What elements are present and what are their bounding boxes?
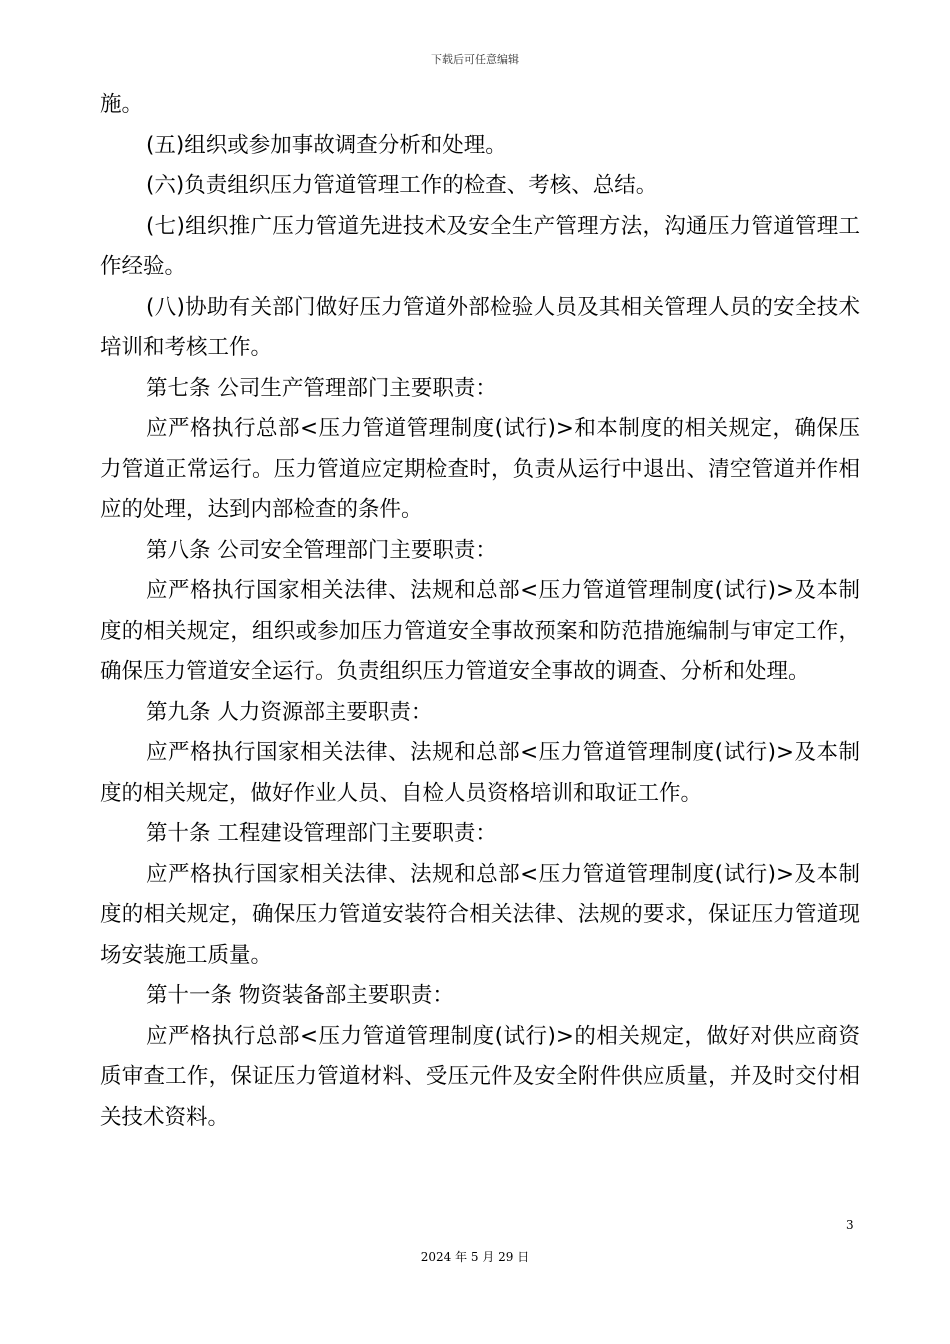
footer-date: 2024 年 5 月 29 日 [420,1250,530,1264]
document-body [100,85,860,1138]
article-7-body: 应严格执行总部<压力管道管理制度(试行)>和本制度的相关规定，确保压力管道正常运行。压力管道应定期检查时，负责从运行中退出、清空管道并作相应的处理，达到内部检查的条件。 [100,416,860,522]
list-item-5: (五)组织或参加事故调查分析和处理。 [146,132,507,158]
article-9-body: 应严格执行国家相关法律、法规和总部<压力管道管理制度(试行)>及本制度的相关规定，做好作业人员、自检人员资格培训和取证工作。 [100,740,860,806]
list-item-7: (七)组织推广压力管道先进技术及安全生产管理方法，沟通压力管道管理工作经验。 [100,213,860,279]
paragraph-continuation: 施。 [100,92,144,117]
page-header-note: 下载后可任意编辑 [431,53,519,66]
article-8-heading: 第八条 公司安全管理部门主要职责： [146,537,497,563]
article-8-body: 应严格执行国家相关法律、法规和总部<压力管道管理制度(试行)>及本制度的相关规定，组织或参加压力管道安全事故预案和防范措施编制与审定工作，确保压力管道安全运行。负责组织压力管道安全事故的调查、分析和处理。 [100,578,860,684]
article-10-heading: 第十条 工程建设管理部门主要职责： [146,821,497,846]
article-11-heading: 第十一条 物资装备部主要职责： [146,983,454,1008]
list-item-6: (六)负责组织压力管道管理工作的检查、考核、总结。 [146,173,658,198]
page-number: 3 [846,1218,854,1232]
list-item-8: (八)协助有关部门做好压力管道外部检验人员及其相关管理人员的安全技术培训和考核工作。 [100,294,860,360]
article-7-heading: 第七条 公司生产管理部门主要职责： [146,375,497,401]
article-11-body: 应严格执行总部<压力管道管理制度(试行)>的相关规定，做好对供应商资质审查工作，保证压力管道材料、受压元件及安全附件供应质量，并及时交付相关技术资料。 [100,1023,860,1130]
article-10-body: 应严格执行国家相关法律、法规和总部<压力管道管理制度(试行)>及本制度的相关规定，确保压力管道安装符合相关法律、法规的要求，保证压力管道现场安装施工质量。 [100,861,860,968]
article-9-heading: 第九条 人力资源部主要职责： [146,699,433,725]
